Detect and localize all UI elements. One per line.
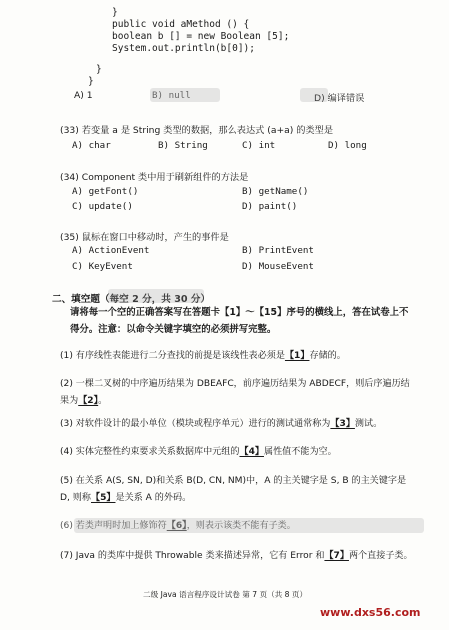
- item-text: 两个直接子类。: [348, 551, 413, 561]
- code-line: }: [88, 76, 94, 87]
- item-text: ，则表示该类不能有子类。: [186, 521, 296, 531]
- option-a: A) ActionEvent: [72, 245, 150, 256]
- fill-item-5: [60, 473, 418, 507]
- option-d: D) paint(): [242, 201, 298, 212]
- question-33: (33) 若变量 a 是 String 类型的数据，那么表达式 (a+a) 的类型是: [60, 125, 334, 136]
- answer-blank: 【5】: [90, 493, 116, 503]
- code-line: }: [96, 64, 102, 75]
- option-d: D) long: [328, 140, 367, 151]
- answer-blank: 【1】: [284, 351, 310, 361]
- item-text: (6) 若类声明时加上修饰符: [60, 521, 167, 531]
- option-a: A) 1: [74, 90, 93, 101]
- smudge: [300, 88, 328, 102]
- option-c: C) int: [242, 140, 276, 151]
- code-line: public void aMethod () {: [112, 19, 250, 30]
- option-a: A) char: [72, 140, 111, 151]
- section-instruction: 请将每一个空的正确答案写在答题卡【1】～【15】序号的横线上，答在试卷上不得分。注意：以命令关键字填空的必须拼写完整。: [70, 307, 409, 335]
- site-watermark: www.dxs56.com: [320, 606, 421, 619]
- answer-blank: 【7】: [324, 551, 349, 561]
- item-text: 存储的。: [309, 351, 346, 361]
- option-b: B) null: [152, 90, 191, 101]
- item-text: (5) 在关系 A(S, SN, D)和关系 B(D, CN, NM)中，A 的主关键字是 S, B 的主关键字是 D, 则称: [60, 476, 407, 503]
- option-b: B) getName(): [242, 186, 309, 197]
- item-text: (4) 实体完整性约束要求关系数据库中元组的: [60, 447, 240, 457]
- code-line: System.out.println(b[0]);: [112, 43, 255, 54]
- option-c: C) KeyEvent: [72, 261, 133, 272]
- question-35: (35) 鼠标在窗口中移动时，产生的事件是: [60, 232, 229, 243]
- fill-item-3: [60, 416, 418, 433]
- fill-item-1: [60, 348, 418, 365]
- item-text: 。: [98, 396, 108, 406]
- item-text: 是关系 A 的外码。: [115, 493, 192, 503]
- fill-item-4: [60, 444, 418, 461]
- item-text: (1) 有序线性表能进行二分查找的前提是该线性表必须是: [60, 351, 285, 361]
- smudge: [74, 518, 424, 533]
- answer-blank: 【4】: [239, 447, 264, 457]
- option-a: A) getFont(): [72, 186, 139, 197]
- option-b: B) String: [158, 140, 208, 151]
- fill-item-2: [60, 376, 418, 410]
- item-text: 测试。: [354, 419, 383, 429]
- option-b: B) PrintEvent: [242, 245, 314, 256]
- code-line: boolean b [] = new Boolean [5];: [112, 31, 290, 42]
- option-c: C) update(): [72, 201, 133, 212]
- item-text: (2) 一棵二叉树的中序遍历结果为 DBEAFC，前序遍历结果为 ABDECF，则后序遍历结果为: [60, 379, 410, 406]
- item-text: (3) 对软件设计的最小单位（模块或程序单元）进行的测试通常称为: [60, 419, 331, 429]
- fill-item-7: [60, 548, 418, 565]
- item-text: 属性值不能为空。: [263, 447, 337, 457]
- smudge: [150, 88, 220, 102]
- answer-blank: 【6】: [166, 521, 187, 531]
- answer-blank: 【2】: [78, 396, 99, 406]
- answer-blank: 【3】: [330, 419, 355, 429]
- smudge: [108, 289, 204, 303]
- code-line: }: [112, 7, 118, 18]
- section-title: 二、填空题（每空 2 分，共 30 分）: [52, 294, 211, 305]
- item-text: (7) Java 的类库中提供 Throwable 类来描述异常，它有 Error 和: [60, 551, 325, 561]
- option-d: D) MouseEvent: [242, 261, 314, 272]
- option-d: D) 编译错误: [314, 93, 365, 104]
- question-34: (34) Component 类中用于刷新组件的方法是: [60, 172, 249, 183]
- page-footer: 二级 Java 语言程序设计试卷 第 7 页（共 8 页）: [143, 590, 308, 599]
